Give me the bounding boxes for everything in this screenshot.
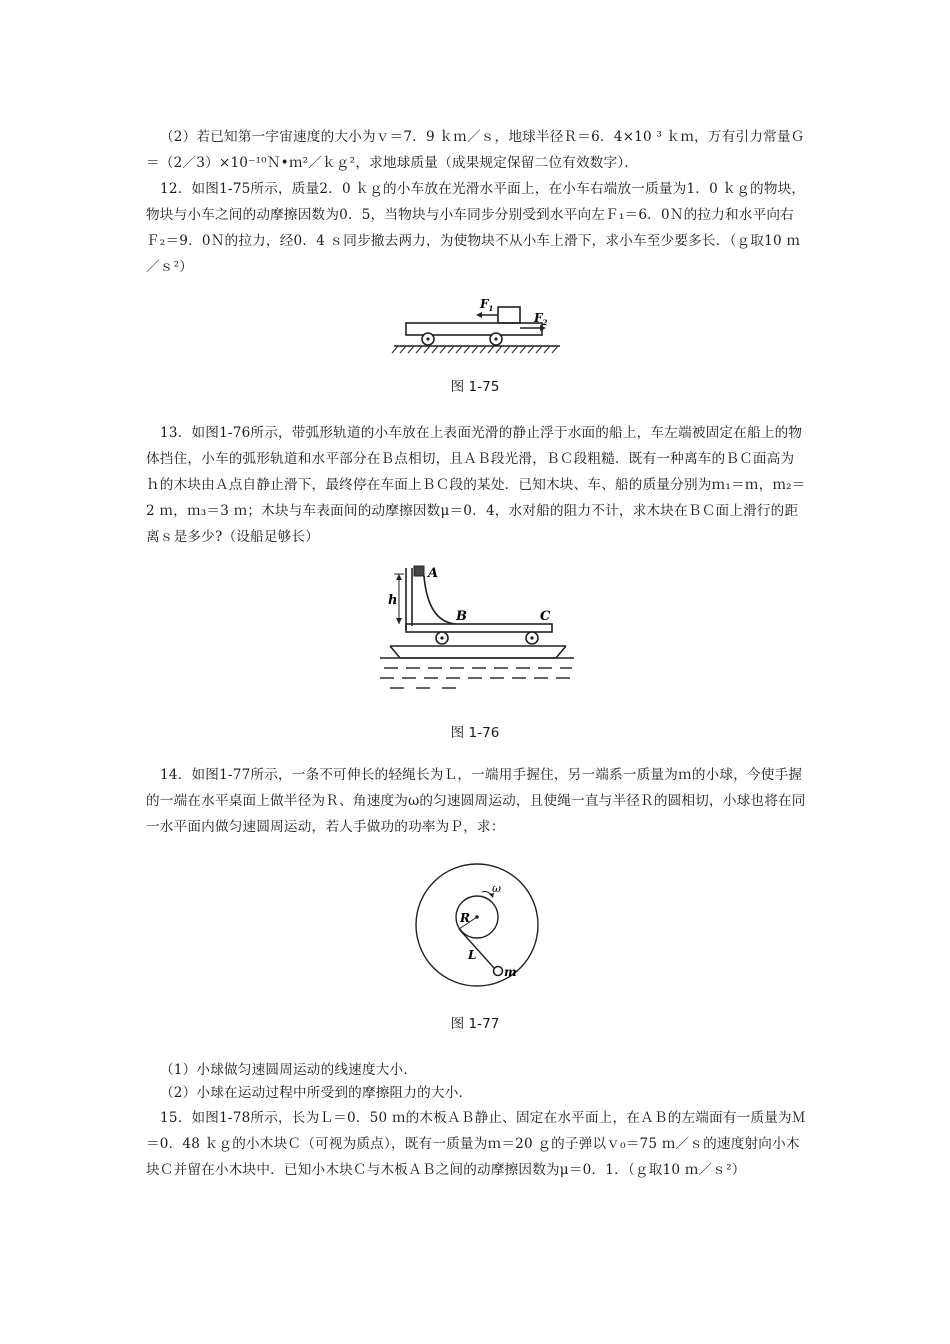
block: [498, 307, 520, 323]
label-l: L: [468, 948, 477, 962]
ball-m: [494, 967, 503, 976]
boat-hull: [390, 646, 566, 658]
string-l: [459, 929, 495, 969]
label-omega: ω: [492, 882, 501, 895]
caption-fig-1-77: 图 1-77: [450, 1016, 500, 1032]
label-c: C: [540, 609, 551, 624]
cart-deck: [406, 624, 552, 632]
paragraph-q14-part1: （1）小球做匀速圆周运动的线速度大小．: [160, 1062, 418, 1078]
paragraph-q12: 12．如图1-75所示，质量2．0 ｋｇ的小车放在光滑水平面上，在小车右端放一质量为1．0 ｋｇ的物块，物块与小车之间的动摩擦因数为0．5，当物块与小车同步分别受到水平向左Ｆ₁＝6．0Ｎ的拉力和水平向右Ｆ₂＝9．0Ｎ的拉力，经0．4 ｓ同步撤去两力，为使物块不从小车上滑下，求小车至少要多长．（ｇ取10 ｍ／ｓ²）: [146, 181, 806, 275]
paragraph-q15: 15．如图1-78所示，长为Ｌ＝0．50 ｍ的木板ＡＢ静止、固定在水平面上，在ＡＢ的左端面有一质量为Ｍ＝0．48 ｋｇ的小木块Ｃ（可视为质点），既有一质量为ｍ＝20 ｇ的子弹以ｖ₀＝75 ｍ／ｓ的速度射向小木块Ｃ并留在小木块中．已知小木块Ｃ与木板ＡＢ之间的动摩擦因数为μ＝0．1．（ｇ取10 ｍ／ｓ²）: [146, 1110, 806, 1178]
figure-1-76: [376, 560, 576, 700]
label-r: R: [460, 911, 470, 925]
paragraph-q13: 13．如图1-76所示，带弧形轨道的小车放在上表面光滑的静止浮于水面的船上，车左端被固定在船上的物体挡住，小车的弧形轨道和水平部分在Ｂ点相切，且ＡＢ段光滑，ＢＣ段粗糙．既有一种离车的ＢＣ面高为ｈ的木块由Ａ点自静止滑下，最终停在车面上ＢＣ段的某处．已知木块、车、船的质量分别为ｍ₁＝ｍ，ｍ₂＝2 ｍ，ｍ₃＝3 ｍ；木块与车表面间的动摩擦因数μ＝0．4，水对船的阻力不计，求木块在ＢＣ面上滑行的距离ｓ是多少?（设船足够长）: [146, 425, 806, 545]
curved-track: [424, 576, 456, 624]
paragraph-q11-part2: （2）若已知第一宇宙速度的大小为ｖ＝7．9 ｋｍ／ｓ，地球半径Ｒ＝6．4×10 ³ ｋｍ，万有引力常量Ｇ＝（2／3）×10⁻¹⁰Ｎ•ｍ²／ｋｇ²，求地球质量（成果规定保留二位有效数字）．: [146, 129, 805, 171]
block-a: [414, 566, 424, 576]
caption-fig-1-76: 图 1-76: [450, 725, 500, 741]
label-h: h: [388, 593, 398, 608]
water-dashes: [380, 668, 572, 688]
paragraph-q14-part2: （2）小球在运动过程中所受到的摩擦阻力的大小．: [160, 1085, 473, 1101]
label-m: m: [504, 965, 517, 979]
paragraph-q14: 14．如图1-77所示，一条不可伸长的轻绳长为Ｌ，一端用手握住，另一端系一质量为ｍ的小球，今使手握的一端在水平桌面上做半径为Ｒ、角速度为ω的匀速圆周运动，且使绳一直与半径Ｒ的圆相切，小球也将在同一水平面内做匀速圆周运动，若人手做功的功率为Ｐ，求：: [146, 767, 806, 835]
label-f2: $F_2$: [534, 311, 548, 327]
label-f1: $F_1$: [480, 297, 494, 313]
label-b: B: [456, 609, 467, 624]
label-a: A: [428, 566, 439, 581]
figure-1-75: [390, 292, 570, 356]
caption-fig-1-75: 图 1-75: [450, 379, 500, 395]
outer-circle: [416, 864, 538, 986]
figure-1-77: [412, 862, 544, 992]
